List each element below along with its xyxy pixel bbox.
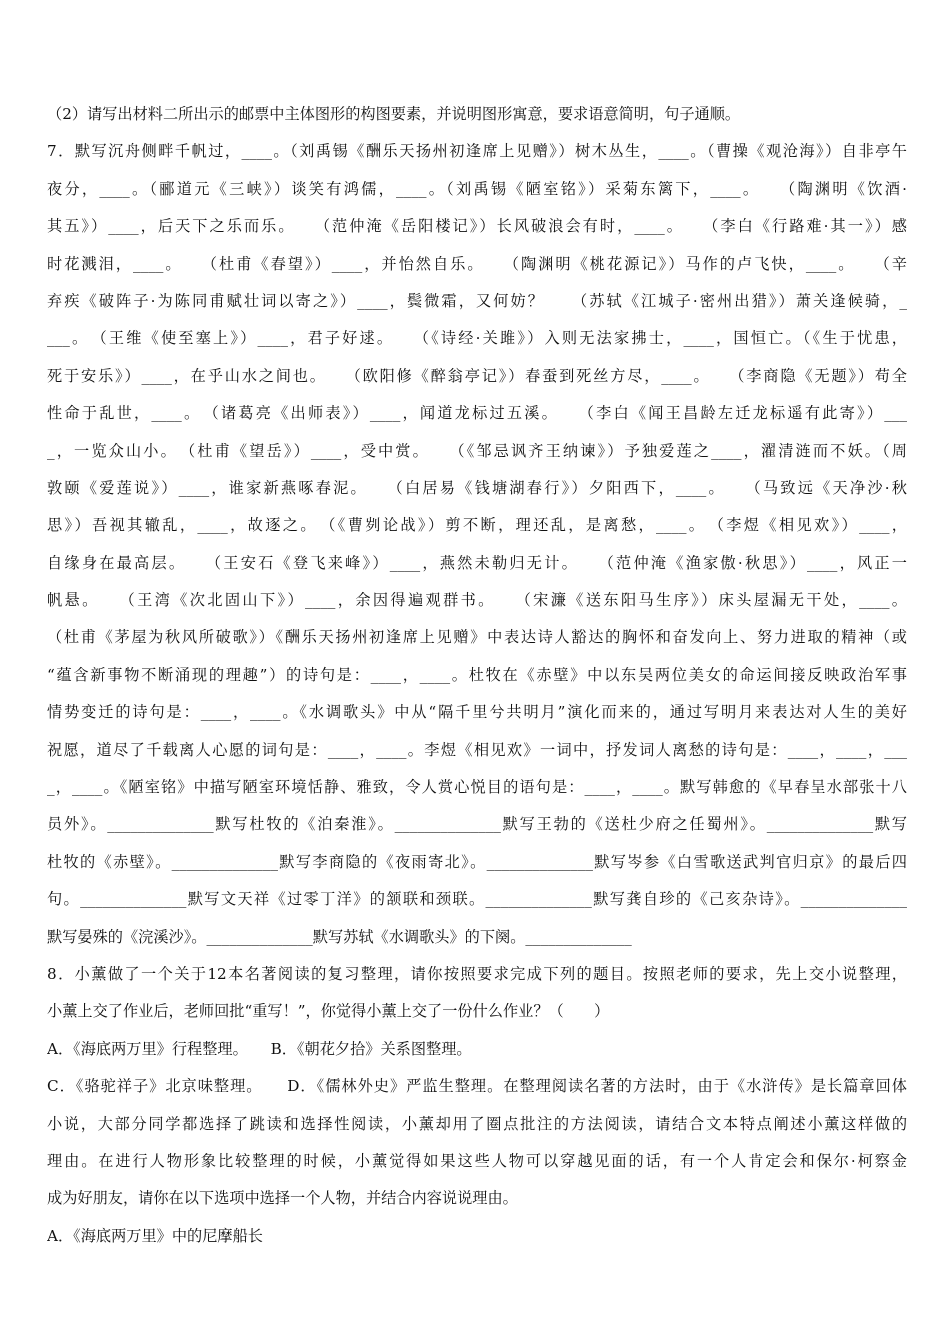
text-line: 句。______________默写文天祥《过零丁洋》的颔联和颈联。______________默写龚自珍的《己亥杂诗》。______________ bbox=[47, 890, 907, 909]
text-line: 时花溅泪，____。 （杜甫《春望》）____，并怡然自乐。 （陶渊明《桃花源记》）马作的卢飞快，____。 （辛 bbox=[47, 254, 907, 273]
text-line: 杜牧的《赤壁》。______________默写李商隐的《夜雨寄北》。______________默写岑参《白雪歌送武判官归京》的最后四 bbox=[47, 852, 907, 871]
text-line: 默写晏殊的《浣溪沙》。______________默写苏轼《水调歌头》的下阕。______________ bbox=[47, 927, 632, 946]
text-line: ___。 （王维《使至塞上》）____，君子好逑。 （《诗经·关雎》）入则无法家拂士，____，国恒亡。（《生于忧患， bbox=[47, 329, 907, 348]
text-line: （杜甫《茅屋为秋风所破歌》）《酬乐天扬州初逢席上见赠》中表达诗人豁达的胸怀和奋发向上、努力进取的精神（或 bbox=[47, 628, 907, 647]
text-line: 死于安乐》）____，在乎山水之间也。 （欧阳修《醉翁亭记》）春蚕到死丝方尽，____。 （李商隐《无题》）苟全 bbox=[47, 366, 907, 385]
text-line: “蕴含新事物不断涌现的理趣”）的诗句是：____，____。杜牧在《赤壁》中以东吴两位美女的命运间接反映政治军事 bbox=[47, 665, 907, 684]
text-line: 员外》。______________默写杜牧的《泊秦淮》。______________默写王勃的《送杜少府之任蜀州》。______________默写 bbox=[47, 815, 907, 834]
text-line: 思》）吾视其辙乱，____，故逐之。 （《曹刿论战》）剪不断，理还乱，是离愁，____。 （李煜《相见欢》）____， bbox=[47, 516, 907, 535]
option-line: C．《骆驼祥子》北京味整理。 D．《儒林外史》严监生整理。在整理阅读名著的方法时，由于《水浒传》是长篇章回体 bbox=[47, 1077, 907, 1096]
option-line: A．《海底两万里》行程整理。 B．《朝花夕拾》关系图整理。 bbox=[47, 1039, 472, 1058]
question-8-line: 8．小薰做了一个关于12本名著阅读的复习整理，请你按照要求完成下列的题目。按照老师的要求，先上交小说整理， bbox=[47, 964, 907, 983]
option-line: A．《海底两万里》中的尼摩船长 bbox=[47, 1226, 263, 1245]
text-line: 敦颐《爱莲说》）____，谁家新燕啄春泥。 （白居易《钱塘湖春行》）夕阳西下，____。 （马致远《天净沙·秋 bbox=[47, 478, 907, 497]
text-line: 帆悬。 （王湾《次北固山下》）____，余因得遍观群书。 （宋濂《送东阳马生序》）床头屋漏无干处，____。 bbox=[47, 591, 907, 610]
text-line: （2）请写出材料二所出示的邮票中主体图形的构图要素，并说明图形寓意，要求语意简明，句子通顺。 bbox=[47, 105, 741, 123]
text-line: 理由。在进行人物形象比较整理的时候，小薰觉得如果这些人物可以穿越见面的话，有一个人肯定会和保尔·柯察金 bbox=[47, 1151, 907, 1170]
text-line: 7．默写沉舟侧畔千帆过，____。（刘禹锡《酬乐天扬州初逢席上见赠》）树木丛生，____。（曹操《观沧海》）自非亭午 bbox=[47, 142, 907, 161]
text-line: _，一览众山小。 （杜甫《望岳》）____，受中赏。 （《邹忌讽齐王纳谏》）予独爱莲之____，濯清涟而不妖。（周 bbox=[47, 441, 907, 460]
text-line: 小说，大部分同学都选择了跳读和选择性阅读，小薰却用了圈点批注的方法阅读，请结合文本特点阐述小薰这样做的 bbox=[47, 1114, 907, 1133]
text-line: 成为好朋友，请你在以下选项中选择一个人物，并结合内容说说理由。 bbox=[47, 1189, 518, 1208]
text-line: 夜分，____。（郦道元《三峡》）谈笑有鸿儒，____。（刘禹锡《陋室铭》）采菊东篱下，____。 （陶渊明《饮酒· bbox=[47, 179, 907, 198]
text-line: 性命于乱世，____。 （诸葛亮《出师表》）____，闻道龙标过五溪。 （李白《闻王昌龄左迁龙标遥有此寄》）___ bbox=[47, 404, 907, 423]
document-body bbox=[47, 96, 907, 1255]
text-line: 祝愿，道尽了千载离人心愿的词句是：____，____。李煜《相见欢》一词中，抒发词人离愁的诗句是：____，____，___ bbox=[47, 740, 907, 759]
text-line: _，____。《陋室铭》中描写陋室环境恬静、雅致，令人赏心悦目的语句是：____，____。默写韩愈的《早春呈水部张十八 bbox=[47, 778, 907, 797]
text-line: 自缘身在最高层。 （王安石《登飞来峰》）____，燕然未勒归无计。 （范仲淹《渔家傲·秋思》）____，风正一 bbox=[47, 553, 907, 572]
text-line: 情势变迁的诗句是：____，____。《水调歌头》中从“隔千里兮共明月”演化而来的，通过写明月来表达对人生的美好 bbox=[47, 703, 907, 722]
text-line: 弃疾《破阵子·为陈同甫赋壮词以寄之》）____，鬓微霜，又何妨？ （苏轼《江城子·密州出猎》）萧关逢候骑，_ bbox=[47, 291, 907, 310]
text-line: 其五》）____，后天下之乐而乐。 （范仲淹《岳阳楼记》）长风破浪会有时，____。 （李白《行路难·其一》）感 bbox=[47, 217, 907, 236]
text-line: 小薰上交了作业后，老师回批“重写！”，你觉得小薰上交了一份什么作业？（ ） bbox=[47, 1002, 610, 1021]
